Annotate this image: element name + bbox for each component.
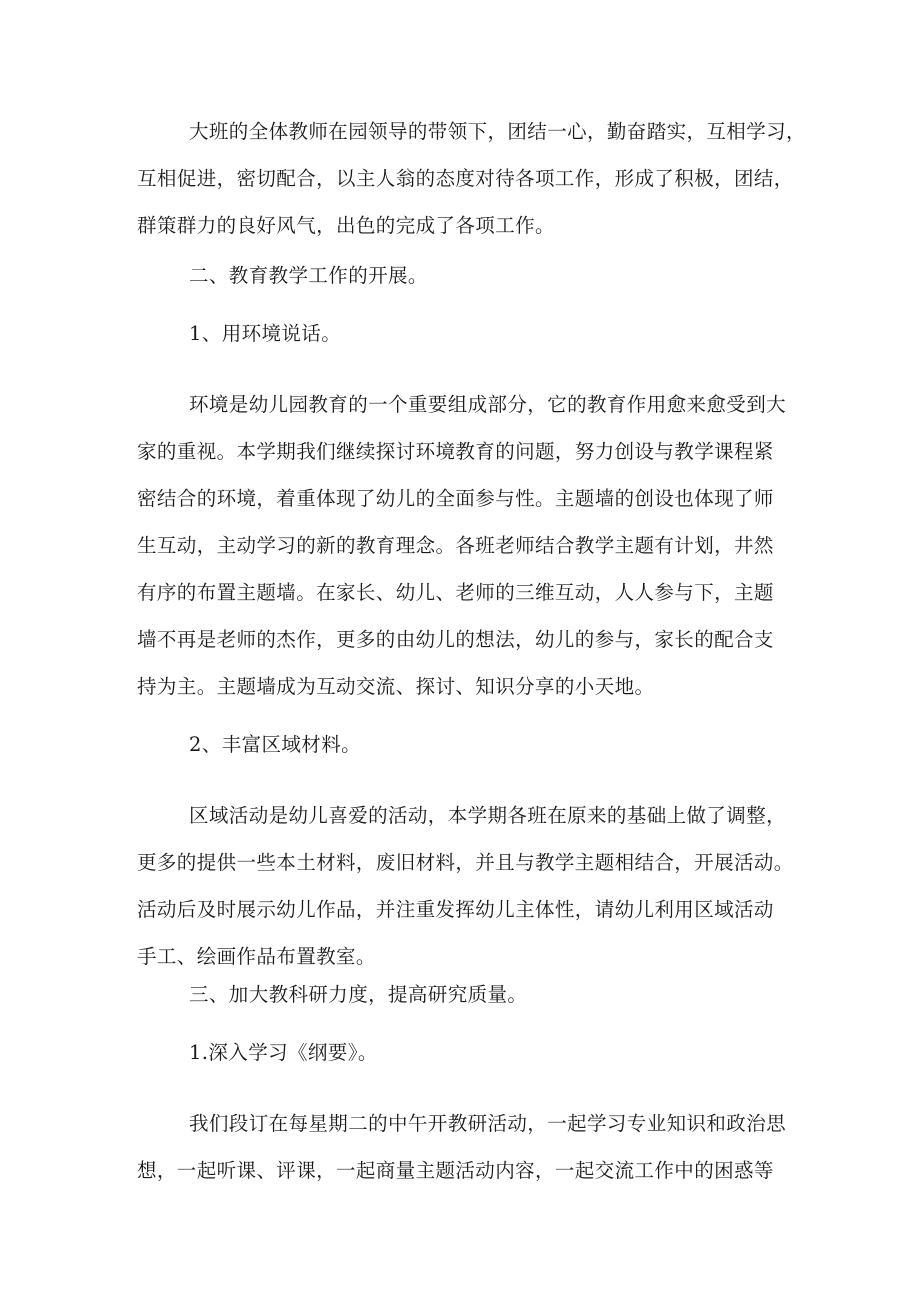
subheading-3-1: 1.深入学习《纲要》。 (189, 1041, 378, 1064)
paragraph-3-line-1: 区域活动是幼儿喜爱的活动，本学期各班在原来的基础上做了调整， (189, 804, 787, 827)
paragraph-2-line-4: 生互动，主动学习的新的教育理念。各班老师结合教学主题有计划，井然 (137, 534, 774, 557)
paragraph-2-line-3: 密结合的环境，着重体现了幼儿的全面参与性。主题墙的创设也体现了师 (137, 487, 774, 510)
paragraph-1-line-1: 大班的全体教师在园领导的带领下，团结一心，勤奋踏实，互相学习， (189, 120, 806, 143)
paragraph-2-line-2: 家的重视。本学期我们继续探讨环境教育的问题，努力创设与教学课程紧 (137, 440, 774, 463)
paragraph-4-line-2: 想，一起听课、评课，一起商量主题活动内容，一起交流工作中的困惑等 (137, 1159, 774, 1182)
section-heading-3: 三、加大教科研力度，提高研究质量。 (189, 983, 528, 1006)
paragraph-2-line-7: 持为主。主题墙成为互动交流、探讨、知识分享的小天地。 (137, 675, 655, 698)
paragraph-2-line-5: 有序的布置主题墙。在家长、幼儿、老师的三维互动，人人参与下，主题 (137, 581, 774, 604)
subheading-2-1: 1、用环境说话。 (189, 322, 342, 345)
paragraph-2-line-1: 环境是幼儿园教育的一个重要组成部分，它的教育作用愈来愈受到大 (189, 393, 787, 416)
section-heading-2: 二、教育教学工作的开展。 (189, 264, 428, 287)
subheading-2-2: 2、丰富区域材料。 (189, 733, 362, 756)
paragraph-1-line-3: 群策群力的良好风气，出色的完成了各项工作。 (137, 214, 555, 237)
paragraph-4-line-1: 我们段订在每星期二的中午开教研活动，一起学习专业知识和政治思 (189, 1112, 787, 1135)
paragraph-3-line-4: 手工、绘画作品布置教室。 (137, 945, 376, 968)
paragraph-1-line-2: 互相促进，密切配合，以主人翁的态度对待各项工作，形成了积极，团结， (137, 167, 794, 190)
paragraph-3-line-2: 更多的提供一些本土材料，废旧材料，并且与教学主题相结合，开展活动。 (137, 851, 794, 874)
paragraph-2-line-6: 墙不再是老师的杰作，更多的由幼儿的想法，幼儿的参与，家长的配合支 (137, 628, 774, 651)
paragraph-3-line-3: 活动后及时展示幼儿作品，并注重发挥幼儿主体性，请幼儿利用区域活动 (137, 898, 774, 921)
